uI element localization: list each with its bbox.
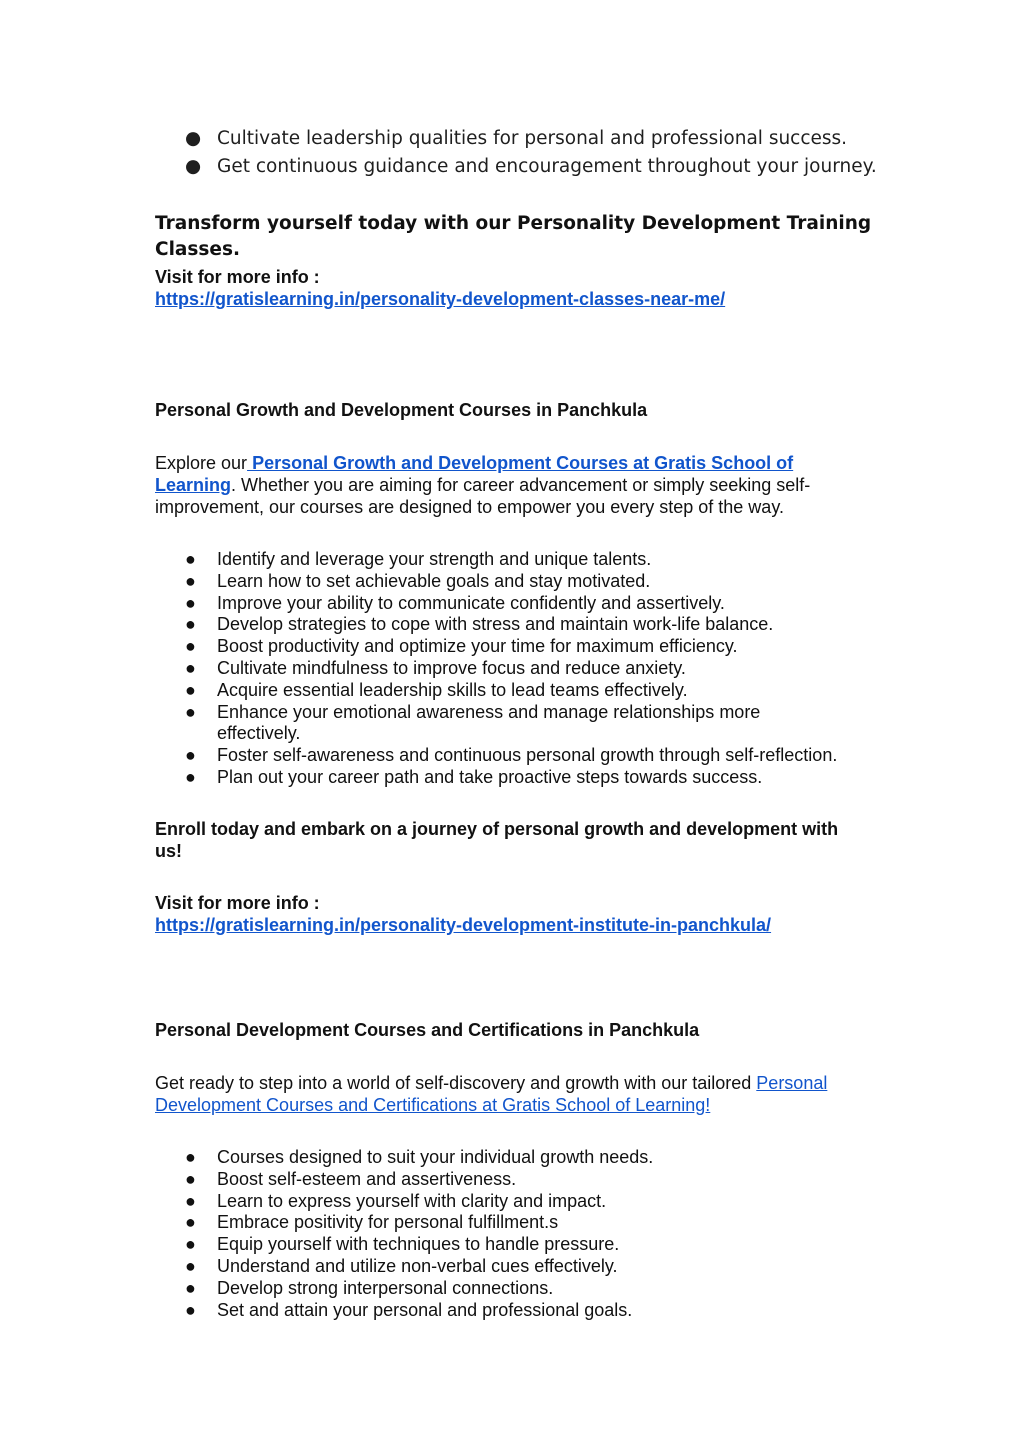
list-item: ● Courses designed to suit your individual growth needs. <box>185 1147 654 1167</box>
list-item: ● Embrace positivity for personal fulfillment.s <box>185 1212 559 1233</box>
list-item: ● Understand and utilize non-verbal cues effectively. <box>185 1255 618 1276</box>
info-block-2 <box>155 893 870 937</box>
bullet-icon: ● <box>185 614 196 635</box>
list-item: ● Plan out your career path and take proactive steps towards success. <box>185 766 763 787</box>
bullet-icon: ● <box>185 1234 196 1255</box>
section-heading-certifications: Personal Development Courses and Certifications in Panchkula <box>155 1020 700 1040</box>
list-item: ● Equip yourself with techniques to handle pressure. <box>185 1234 620 1255</box>
list-item: ● Enhance your emotional awareness and manage relationships more effectively. <box>185 701 761 744</box>
bullet-icon: ● <box>185 570 196 591</box>
list-item: ● Learn to express yourself with clarity and impact. <box>185 1190 607 1211</box>
list-item: ● Boost self-esteem and assertiveness. <box>185 1168 517 1189</box>
enroll-cta: Enroll today and embark on a journey of personal growth and development with us! <box>155 819 839 861</box>
bullet-icon: ● <box>185 1212 196 1233</box>
list-item: ● Cultivate mindfulness to improve focus and reduce anxiety. <box>185 657 686 678</box>
bullet-icon: ● <box>185 766 196 787</box>
bullet-icon: ● <box>185 1299 196 1320</box>
list-item: ● Develop strategies to cope with stress and maintain work-life balance. <box>185 614 774 635</box>
info-link-1[interactable]: https://gratislearning.in/personality-development-classes-near-me/ <box>155 288 726 309</box>
info-label: Visit for more info : <box>155 267 320 287</box>
growth-bullet-list <box>155 549 875 789</box>
info-link-2[interactable]: https://gratislearning.in/personality-development-institute-in-panchkula/ <box>155 914 772 935</box>
bullet-icon: ● <box>185 1147 196 1167</box>
list-item: ● Set and attain your personal and professional goals. <box>185 1299 633 1320</box>
bullet-icon: ● <box>185 745 196 766</box>
bullet-icon: ● <box>185 1190 196 1211</box>
bullet-icon: ● <box>185 657 196 678</box>
bullet-icon: ● <box>185 592 196 613</box>
list-item: ● Foster self-awareness and continuous personal growth through self-reflection. <box>185 745 838 766</box>
bullet-icon: ● <box>185 1255 196 1276</box>
intro-bullet-list <box>155 125 915 181</box>
info-label: Visit for more info : <box>155 893 320 913</box>
section-intro-certifications: Get ready to step into a world of self-discovery and growth with our tailored Personal Development Courses and Certifications at Gratis School of Learning! <box>155 1073 828 1115</box>
bullet-icon: ● <box>185 156 202 177</box>
section-intro-growth: Explore our Personal Growth and Development Courses at Gratis School of Learning. Whether you are aiming for career advancement or simply seeking self-improvement, our courses are designed to empower you every step of the way. <box>155 453 811 517</box>
bullet-icon: ● <box>185 1168 196 1189</box>
list-item: ● Cultivate leadership qualities for personal and professional success. <box>155 125 915 153</box>
list-item: ● Identify and leverage your strength and unique talents. <box>185 549 652 569</box>
growth-courses-link[interactable]: Personal Growth and Development Courses at Gratis School of Learning <box>155 453 794 495</box>
bullet-icon: ● <box>185 636 196 657</box>
bullet-icon: ● <box>185 549 196 569</box>
list-item: ● Improve your ability to communicate confidently and assertively. <box>185 592 725 613</box>
transform-callout: Transform yourself today with our Personality Development Training Classes. <box>155 213 872 260</box>
info-block-1 <box>155 267 870 311</box>
section-heading-growth: Personal Growth and Development Courses in Panchkula <box>155 400 648 420</box>
list-item: ● Acquire essential leadership skills to lead teams effectively. <box>185 679 688 700</box>
list-item: ● Develop strong interpersonal connections. <box>185 1277 554 1298</box>
certification-courses-link[interactable]: Personal Development Courses and Certifications at Gratis School of Learning! <box>155 1073 828 1115</box>
bullet-icon: ● <box>185 1277 196 1298</box>
bullet-icon: ● <box>185 128 202 149</box>
bullet-icon: ● <box>185 679 196 700</box>
certification-bullet-list <box>155 1147 875 1321</box>
bullet-icon: ● <box>185 701 196 722</box>
list-item: ● Boost productivity and optimize your time for maximum efficiency. <box>185 636 738 657</box>
list-item: ● Get continuous guidance and encouragement throughout your journey. <box>155 153 915 181</box>
list-item: ● Learn how to set achievable goals and stay motivated. <box>185 570 651 591</box>
